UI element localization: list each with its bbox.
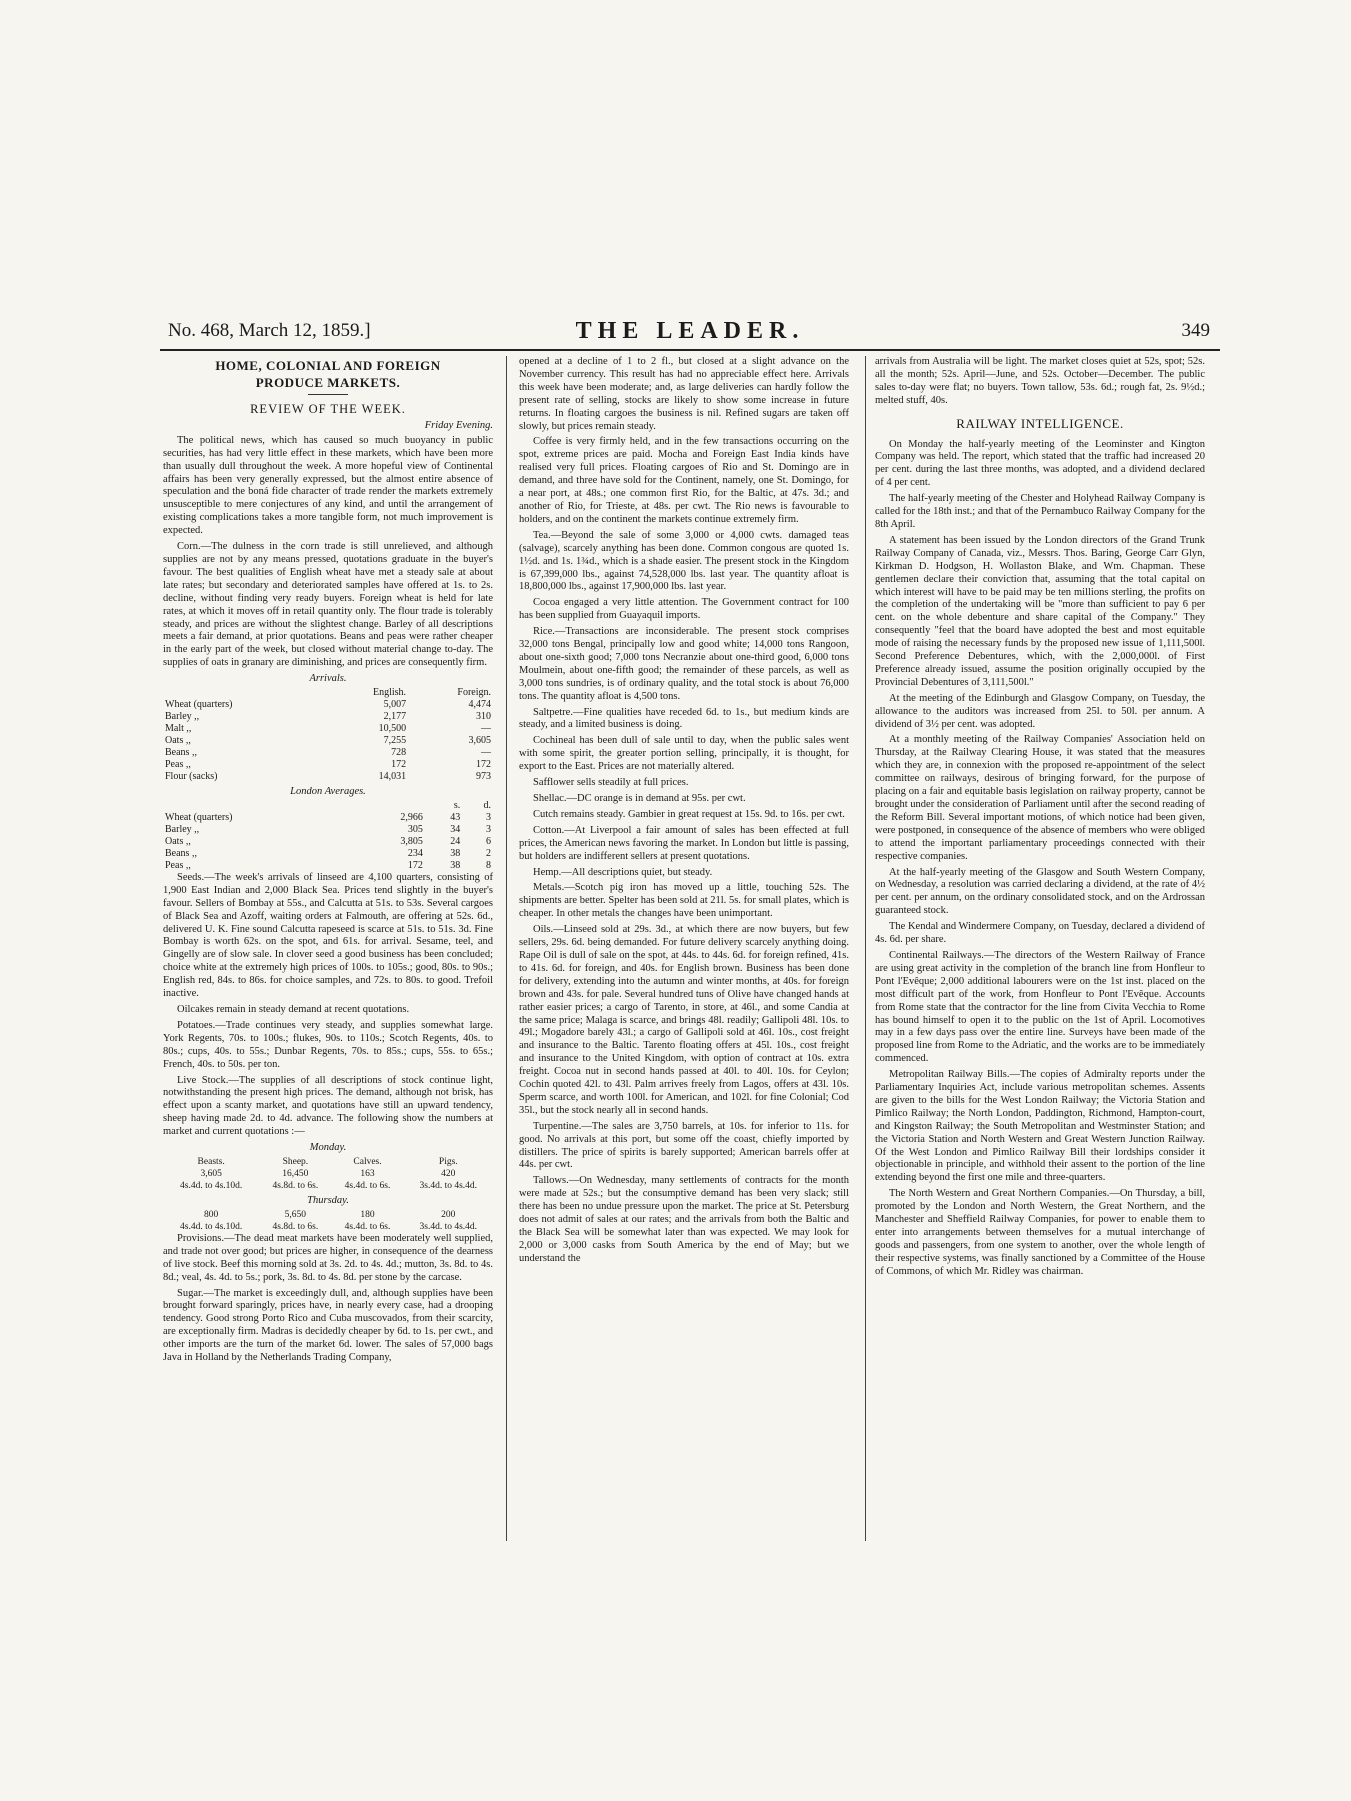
- table-header: [163, 687, 493, 699]
- paragraph: The political news, which has caused so much buoyancy in public securities, has had very little effect in these markets, which have been more than usually dull throughout the week. A more hopeful view of Continental affairs has been very generally expressed, but the almost entire absence of speculation and the boná fide character of trade render the markets extremely unsusceptible to mere conjectures of any kind, and until the arrangement of existing complications takes a more tangible form, not much improvement is expected.: [163, 434, 493, 537]
- column-divider: [506, 356, 507, 1541]
- paragraph-tea: Tea.—Beyond the sale of some 3,000 or 4,000 cwts. damaged teas (salvage), scarcely anything has been done. Common congous are quoted 1s. 1½d. and 1s. 1¾d., which is a shade easier. The present stock in the Kingdom is 67,399,000 lbs., against 74,528,000 lbs. last year. The quantity afloat is 18,800,000 lbs., against 17,900,000 lbs. last year.: [519, 529, 849, 593]
- livestock-monday-table: [163, 1156, 493, 1192]
- column-header: Foreign.: [457, 687, 491, 699]
- column-header: English.: [373, 687, 407, 699]
- table-row: 800 5,650 180 200: [204, 1209, 456, 1220]
- dateline: Friday Evening.: [424, 419, 493, 431]
- table-row: Oats ,, 7,255 3,605: [165, 735, 491, 747]
- table-row: Barley ,, 305 34 3: [165, 823, 491, 835]
- table-row: Peas ,, 172 38 8: [165, 859, 491, 871]
- paragraph-tallow: Tallows.—On Wednesday, many settlements of contracts for the month were made at 52s.; but the consumptive demand has been very slack; still there has been no undue pressure upon the market. The price at St. Petersburg does not admit of sales at our rates; and the arrivals from both the Baltic and the Black Sea will be somewhat later than was expected. We may look for 2,000 or 3,000 casks from South America by the end of May; but we understand the: [519, 1175, 849, 1264]
- paragraph: At the meeting of the Edinburgh and Glasgow Company, on Tuesday, the allowance to the auditors was increased from 25l. to 50l. per annum. A dividend of 3½ per cent. was adopted.: [875, 692, 1205, 730]
- table-title: Arrivals.: [309, 673, 347, 685]
- paragraph-seeds: Seeds.—The week's arrivals of linseed are 4,100 quarters, consisting of 1,900 East Indian and 2,000 Black Sea. Prices tend slightly in the buyer's favour. Sellers of Bombay at 55s., and Calcutta at 51s. to 53s. Several cargoes of Black Sea and Azoff, waiting orders at Falmouth, are offering at 52s. 6d., delivered U. K. Fine sound Calcutta rapeseed is scarce at 51s. to 51s. 3d. Fine Bombay is worth 62s. on the spot, and 61s. for arrival. Sesame, teel, and Gingelly are of slow sale. In clover seed a good business has been concluded; choice white at the extremely high prices of 100s. to 105s.; good, 80s. to 90s.; English red, 84s. to 86s. for choice samples, and 72s. to 80s. to good. Trefoil inactive.: [163, 871, 493, 1000]
- livestock-thursday-table: [163, 1209, 493, 1233]
- paragraph: The Kendal and Windermere Company, on Tuesday, declared a dividend of 4s. 6d. per share.: [875, 921, 1205, 946]
- table-row: Flour (sacks) 14,031 973: [165, 771, 491, 783]
- paragraph: On Monday the half-yearly meeting of the Leominster and Kington Company was held. The report, which stated that the traffic had increased 20 per cent. during the last three months, was adopted, and a dividend declared of 4 per cent.: [875, 438, 1205, 489]
- paragraph: Continental Railways.—The directors of the Western Railway of France are using great activity in the completion of the branch line from Honfleur to Pont l'Evêque; 2,000 additional labourers were on the 1st inst. placed on the most difficult part of the work, from Honfleur to Pont l'Evêque. Accounts from Rome state that the contractor for the line from Civita Vecchia to Rome has bound himself to open it to the public on the 1st of April. Locomotives may in a few days pass over the entire line. Surveys have been made of the proposed line from Rome to the Adriatic, and the works are to be immediately commenced.: [875, 949, 1205, 1065]
- table-row: Peas ,, 172 172: [165, 759, 491, 771]
- paragraph-rice: Rice.—Transactions are inconsiderable. The present stock comprises 32,000 tons Bengal, principally low and good white; 14,000 tons Rangoon, about one-sixth good; 7,000 tons Necranzie about one-third good, 6,000 tons Moulmein, about one-fifth good; the remainder of these parcels, as well as 3,000 tons sundries, is of ordinary quality, and the total stock is about 76,000 tons. The quantity afloat is 4,500 tons.: [519, 626, 849, 702]
- masthead: THE LEADER.: [575, 318, 805, 344]
- paragraph-oils: Oils.—Linseed sold at 29s. 3d., at which there are now buyers, but few sellers, 29s. 6d. being demanded. For future delivery scarcely anything doing. Rape Oil is dull of sale on the spot, at 44s. to 44s. 6d. for foreign refined, 41s. to 41s. 6d. for foreign, and 40s. for English brown. Business has been done for delivery, extending into the autumn and winter months, at 40s. for foreign brown and 43s. for pale. Several hundred tuns of Olive have changed hands at rather easier prices; a cargo of Tarento, in store, at 46l., and some Candia at the same price; Malaga is scarce, and brings 48l. readily; Gallipoli 48l. 10s. to 49l.; Mogadore barely 43l.; a cargo of Gallipoli sold at 46l. 10s., cost freight and insurance to the Baltic. Tarento floating offers at 45l. 10s., cost freight and insurance to the United Kingdom, with option of contract at 10s. extra freight. Cocoa nut in second hands passed at 40l. to 40l. 10s. for Ceylon; Cochin quoted 42l. to 43l. Palm arrives freely from Lagos, offers at 43l. 10s. Sperm scarce, and worth 100l. for American, and 102l. for fine Colonial; Cod 35l., but the stock nearly all in second hands.: [519, 924, 849, 1116]
- paragraph-oilcakes: Oilcakes remain in steady demand at recent quotations.: [177, 1004, 410, 1015]
- paragraph-saltpetre: Saltpetre.—Fine qualities have receded 6d. to 1s., but medium kinds are steady, and a limited business is doing.: [519, 706, 849, 731]
- table-title: London Averages.: [290, 786, 366, 798]
- paragraph: A statement has been issued by the London directors of the Grand Trunk Railway Company of Canada, viz., Messrs. Thos. Baring, George Carr Glyn, Kirkman D. Hodgson, H. Wollaston Blake, and Wm. Chapman. These gentlemen declare their conviction that, assuming that the total capital on which interest will have to be paid may be ten millions sterling, the profits on the completion of the undertaking will be "more than sufficient to pay 6 per cent. on the whole debenture and share capital of the Company." They consequently "feel that the board have adopted the best and most equitable mode of raising the necessary funds by the proposed new issue of 1,111,500l. Second Preference Debentures, which, with the 2,000,000l. of First Preference already issued, assume the position originally occupied by the Provincial Debentures of 3,111,500l.": [875, 534, 1205, 688]
- table-row: Beans ,, 234 38 2: [165, 847, 491, 859]
- paragraph-safflower: Safflower sells steadily at full prices.: [533, 777, 689, 789]
- table-row: 3,605 16,450 163 420: [200, 1168, 456, 1179]
- paragraph-livestock: Live Stock.—The supplies of all descriptions of stock continue light, notwithstanding the present high prices. The demand, although not brisk, has effect upon a scanty market, and quotations have still an upward tendency, sheep having made 2d. to 4d. advance. The following show the numbers at market and current quotations :—: [163, 1074, 493, 1138]
- column-1: [163, 356, 493, 1368]
- paragraph-sugar: Sugar.—The market is exceedingly dull, and, although supplies have been brought forward sparingly, prices have, in nearly every case, had a drooping tendency. Good strong Porto Rico and Cuba muscovados, from their scarcity, are exceptionally firm. Madras is decidedly cheaper by 6d. to 1s. per cwt., and other imports are the turn of the market 6d. lower. The sales of 57,000 bags Java in Holland by the Netherlands Trading Company,: [163, 1287, 493, 1364]
- paragraph-turpentine: Turpentine.—The sales are 3,750 barrels, at 10s. for inferior to 11s. for good. No arrivals at this port, but some off the coast, chiefly imported by distillers. The price of spirits is barely supported; American barrels offer at 44s. per cwt.: [519, 1120, 849, 1171]
- section-title-railway: RAILWAY INTELLIGENCE.: [956, 415, 1124, 431]
- table-row: Beans ,, 728 —: [165, 747, 491, 759]
- paragraph: Metropolitan Railway Bills.—The copies of Admiralty reports under the Parliamentary Inquiries Act, include various metropolitan schemes. Assents are given to the bills for the West London Railway; the Victoria Station and Pimlico Railway; the North London, Paddington, Richmond, Hampton-court, and Kingston Railway; the South Metropolitan and Westminster Station; and the Victoria Station and North Western and Great Western Junction Railway. Of the West London and Pimlico Railway Bill their lordships consider it objectionable in principle, and withhold their assent to the portion of the line extending beyond the first one mile and three-quarters.: [875, 1069, 1205, 1184]
- table-header: Beasts. Sheep. Calves. Pigs.: [197, 1156, 458, 1167]
- table-row: Malt ,, 10,500 —: [165, 723, 491, 735]
- paragraph: The North Western and Great Northern Companies.—On Thursday, a bill, promoted by the London and North Western, the Great Northern, and the Manchester and Sheffield Railway Companies, for power to enable them to enter into arrangements between themselves for a mutual interchange of goods and passengers, from one system to another, over the whole length of their respective systems, was finally sanctioned by a Committee of the House of Commons, of which Mr. Ridley was chairman.: [875, 1188, 1205, 1277]
- header-rule: [160, 349, 1220, 351]
- paragraph-metals: Metals.—Scotch pig iron has moved up a little, touching 52s. The shipments are better. Spelter has been sold at 21l. 5s. for small plates, which is cheaper. In other metals the changes have been unimportant.: [519, 882, 849, 920]
- column-2: [519, 356, 849, 1269]
- column-3: [875, 356, 1205, 1282]
- paragraph: At the half-yearly meeting of the Glasgow and South Western Company, on Wednesday, a resolution was carried declaring a dividend, at the rate of 4½ per cent. per annum, on the ordinary consolidated stock, and on the Ardrossan guaranteed stock.: [875, 866, 1205, 917]
- table-row: Barley ,, 2,177 310: [165, 711, 491, 723]
- page-header: [160, 318, 1220, 348]
- paragraph: At a monthly meeting of the Railway Companies' Association held on Thursday, at the Railway Clearing House, it was stated that the measures which they are, in connexion with the proposed re-appointment of the select committee on railways, desirous of bringing forward, for the purpose of placing on a fair and equitable basis legislation on railway property, cannot be brought under the consideration of Parliament until after the second reading of the Reform Bill. Several important motions, of which notice had been given, were postponed, in consequence of the absence of members who were obliged to attend the important parliamentary proceedings connected with their respective companies.: [875, 734, 1205, 862]
- section-subtitle: REVIEW OF THE WEEK.: [250, 402, 406, 416]
- section-title: HOME, COLONIAL AND FOREIGN: [215, 358, 441, 373]
- table-title: Thursday.: [307, 1194, 349, 1206]
- paragraph-hemp: Hemp.—All descriptions quiet, but steady.: [533, 866, 713, 878]
- column-header: d.: [483, 799, 491, 811]
- paragraph: The half-yearly meeting of the Chester and Holyhead Railway Company is called for the 18th inst.; and that of the Pernambuco Railway Company for the 8th April.: [875, 493, 1205, 530]
- table-row: Wheat (quarters) 5,007 4,474: [165, 699, 491, 711]
- paragraph-corn: Corn.—The dulness in the corn trade is still unrelieved, and although supplies are not by any means pressed, quotations graduate in the buyer's favour. The best qualities of English wheat have met a steady sale at about late rates; but secondary and deteriorated samples have offered at 1s. to 2s. decline, without finding very ready buyers. Foreign wheat is held for late rates, at which it moves off in retail quantity only. The flour trade is tolerably steady, and prices are without the slightest change. Barley of all descriptions meets a fair demand, at prior quotations. Beans and peas were rather cheaper in the early part of the week, but closed without material change to-day. The supplies of oats in granary are diminishing, and prices are consequently firm.: [163, 541, 493, 669]
- table-row: Oats ,, 3,805 24 6: [165, 835, 491, 847]
- issue-date: No. 468, March 12, 1859.]: [168, 320, 371, 341]
- table-header: [163, 800, 493, 812]
- column-header: s.: [453, 799, 461, 811]
- paragraph: arrivals from Australia will be light. The market closes quiet at 52s, spot; 52s. all the month; 52s. April—June, and 52s. October—December. The public sales to-day were flat; no buyers. Town tallow, 53s. 6d.; rough fat, 2s. 9½d.; melted stuff, 40s.: [875, 356, 1205, 406]
- paragraph-shellac: Shellac.—DC orange is in demand at 95s. per cwt.: [533, 793, 746, 804]
- section-title: PRODUCE MARKETS.: [255, 375, 401, 390]
- page-number: 349: [1181, 320, 1210, 341]
- paragraph: opened at a decline of 1 to 2 fl., but closed at a slight advance on the November currency. This result has had no appreciable effect here. Arrivals this week have been moderate; and, as large deliveries can hardly follow the present rate of selling, stocks are likely to show some increase in future returns. In floating cargoes the business is nil. Refined sugars are taken off slowly, but prices remain steady.: [519, 356, 849, 432]
- table-row: 4s.4d. to 4s.10d. 4s.8d. to 6s. 4s.4d. to 6s. 3s.4d. to 4s.4d.: [180, 1180, 478, 1191]
- paragraph-coffee: Coffee is very firmly held, and in the few transactions occurring on the spot, extreme prices are paid. Mocha and Foreign East India kinds have realised very full prices. Floating cargoes of Rio and St. Domingo are in demand, and three have sold for the Continent, namely, one St. Domingo, for a near port, at 48s.; one common first Rio, for the Baltic, at 47s. 3d.; and another of Rio, for Trieste, at 48s. per cwt. The Rio news is favourable to holders, and on the continent the markets continue extremely firm.: [519, 436, 849, 525]
- paragraph-cotton: Cotton.—At Liverpool a fair amount of sales has been effected at full prices, the American news favoring the market. In London but little is passing, but holders are indifferent sellers at present quotations.: [519, 824, 849, 862]
- table-title: Monday.: [309, 1142, 347, 1154]
- table-row: 4s.4d. to 4s.10d. 4s.8d. to 6s. 4s.4d. to 6s. 3s.4d. to 4s.4d.: [180, 1221, 478, 1232]
- arrivals-table: [163, 687, 493, 783]
- table-row: Wheat (quarters) 2,966 43 3: [165, 811, 491, 823]
- paragraph-cutch: Cutch remains steady. Gambier in great request at 15s. 9d. to 16s. per cwt.: [533, 808, 845, 820]
- paragraph-potatoes: Potatoes.—Trade continues very steady, and supplies somewhat large. York Regents, 70s. to 100s.; flukes, 90s. to 110s.; Scotch Regents, 40s. to 80s.; cups, 40s. to 55s.; Dunbar Regents, 70s. to 85s.; cups, 55s. to 65s.; French, 40s. to 50s. per ton.: [163, 1019, 493, 1070]
- averages-table: [163, 800, 493, 872]
- paragraph-cocoa: Cocoa engaged a very little attention. The Government contract for 100 has been supplied from Guayaquil imports.: [519, 597, 849, 622]
- paragraph-provisions: Provisions.—The dead meat markets have been moderately well supplied, and trade not over good; but prices are higher, in consequence of the dearness of live stock. Beef this morning sold at 3s. 2d. to 4s. 4d.; mutton, 3s. 8d. to 4s. 8d.; veal, 4s. 4d. to 5s.; pork, 3s. 8d. to 4s. 8d. per stone by the carcase.: [163, 1232, 493, 1283]
- divider: [308, 394, 348, 395]
- paragraph-cochineal: Cochineal has been dull of sale until to day, when the public sales went with some spirit, the greater portion selling, principally, it is thought, for export to the East. Prices are not materially altered.: [519, 735, 849, 773]
- column-divider: [865, 356, 866, 1541]
